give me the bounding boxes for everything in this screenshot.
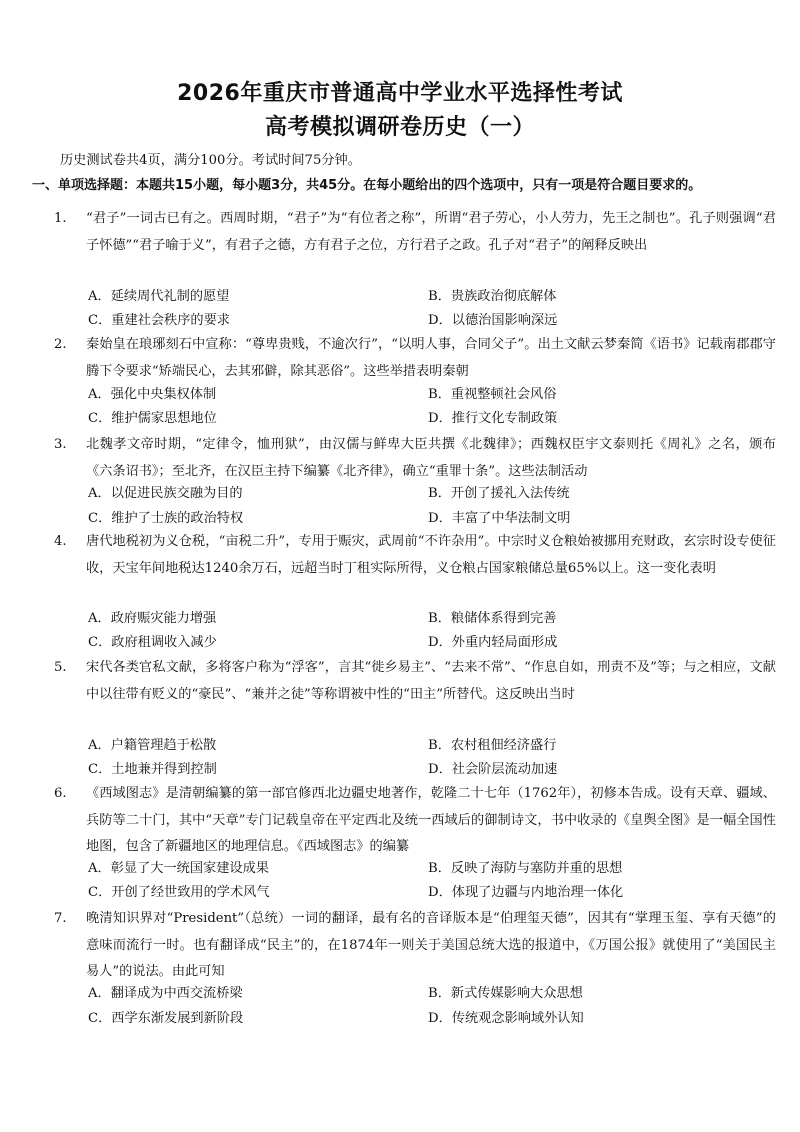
option-a[interactable]: A．以促进民族交融为目的: [88, 486, 243, 501]
option-a[interactable]: A．翻译成为中西交流桥梁: [88, 986, 243, 1001]
exam-subtitle: 高考模拟调研卷历史（一）: [264, 115, 535, 140]
question-stem: 《西域图志》是清朝编纂的第一部官修西北边疆史地著作，乾隆二十七年（1762年），初修本告成。设有天章、疆域、兵防等二十门，其中“天章”专门记载皇帝在平定西北及统一西域后的御制诗文，书中收录的《皇舆全图》是一幅全国性地图，包含了新疆地区的地理信息。《西域图志》的编纂: [86, 786, 776, 854]
option-d[interactable]: D．外重内轻局面形成: [428, 635, 558, 650]
option-d[interactable]: D．传统观念影响域外认知: [428, 1011, 584, 1026]
option-a[interactable]: A．政府赈灾能力增强: [88, 611, 217, 626]
question-stem: 秦始皇在琅琊刻石中宣称：“尊卑贵贱，不逾次行”，“以明人事，合同父子”。出土文献云梦秦简《语书》记载南郡郡守腾下令要求“矫端民心，去其邪僻，除其恶俗”。这些举措表明秦朝: [86, 337, 776, 379]
option-c[interactable]: C．西学东渐发展到新阶段: [88, 1011, 244, 1026]
option-d[interactable]: D．以德治国影响深远: [428, 313, 558, 328]
exam-intro: 历史测试卷共4页，满分100分。考试时间75分钟。: [60, 153, 361, 168]
option-a[interactable]: A．户籍管理趋于松散: [88, 738, 217, 753]
option-b[interactable]: B．开创了援礼入法传统: [428, 486, 570, 501]
question-stem: 北魏孝文帝时期，“定律令，恤刑狱”，由汉儒与鲜卑大臣共撰《北魏律》；西魏权臣宇文泰则托《周礼》之名，颁布《六条诏书》；至北齐，在汉臣主持下编纂《北齐律》，确立“重罪十条”。这些法制活动: [86, 437, 776, 479]
option-b[interactable]: B．粮储体系得到完善: [428, 611, 557, 626]
option-c[interactable]: C．土地兼并得到控制: [88, 762, 217, 777]
option-c[interactable]: C．政府租调收入减少: [88, 635, 217, 650]
option-b[interactable]: B．农村租佃经济盛行: [428, 738, 557, 753]
question-stem: 宋代各类官私文献，多将客户称为“浮客”，言其“徙乡易主”、“去来不常”、“作息自如，刑责不及”等；与之相应，文献中以往带有贬义的“豪民”、“兼并之徒”等称谓被中性的“田主”所替代。这反映出当时: [86, 660, 776, 702]
question-number: 4.: [54, 534, 67, 549]
exam-title: 2026年重庆市普通高中学业水平选择性考试: [177, 81, 623, 106]
option-d[interactable]: D．丰富了中华法制文明: [428, 511, 571, 526]
option-c[interactable]: C．开创了经世致用的学术风气: [88, 885, 270, 900]
option-d[interactable]: D．社会阶层流动加速: [428, 762, 558, 777]
question-number: 5.: [54, 660, 67, 675]
question-number: 7.: [54, 911, 67, 926]
question-stem: 晚清知识界对“President”（总统）一词的翻译，最有名的音译版本是“伯理玺天德”，因其有“掌理玉玺、享有天德”的意味而流行一时。也有翻译成“民主”的，在1874年一则关于美国总统大选的报道中，《万国公报》就使用了“美国民主易人”的说法。由此可知: [86, 911, 776, 979]
question-stem: “君子”一词古已有之。西周时期，“君子”为“有位者之称”，所谓“君子劳心，小人劳力，先王之制也”。孔子则强调“君子怀德”“君子喻于义”，有君子之德，方有君子之位，方行君子之政。孔子对“君子”的阐释反映出: [86, 211, 776, 253]
option-c[interactable]: C．维护了士族的政治特权: [88, 511, 244, 526]
option-b[interactable]: B．反映了海防与塞防并重的思想: [428, 861, 623, 876]
question-number: 1.: [54, 211, 67, 226]
option-d[interactable]: D．推行文化专制政策: [428, 411, 558, 426]
option-a[interactable]: A．延续周代礼制的愿望: [88, 289, 230, 304]
option-b[interactable]: B．贵族政治彻底解体: [428, 289, 557, 304]
option-a[interactable]: A．强化中央集权体制: [88, 387, 217, 402]
option-c[interactable]: C．维护儒家思想地位: [88, 411, 217, 426]
question-number: 6.: [54, 786, 67, 801]
section-heading: 一、单项选择题：本题共15小题，每小题3分，共45分。在每小题给出的四个选项中，只有一项是符合题目要求的。: [32, 178, 702, 193]
option-b[interactable]: B．重视整顿社会风俗: [428, 387, 557, 402]
option-c[interactable]: C．重建社会秩序的要求: [88, 313, 230, 328]
question-number: 3.: [54, 437, 67, 452]
question-number: 2.: [54, 337, 67, 352]
question-stem: 唐代地税初为义仓税，“亩税二升”，专用于赈灾，武周前“不许杂用”。中宗时义仓粮始被挪用充财政，玄宗时设专使征收，天宝年间地税达1240余万石，远超当时丁租实际所得，义仓粮占国家粮储总量65%以上。这一变化表明: [86, 534, 776, 576]
option-d[interactable]: D．体现了边疆与内地治理一体化: [428, 885, 624, 900]
option-a[interactable]: A．彰显了大一统国家建设成果: [88, 861, 269, 876]
option-b[interactable]: B．新式传媒影响大众思想: [428, 986, 583, 1001]
